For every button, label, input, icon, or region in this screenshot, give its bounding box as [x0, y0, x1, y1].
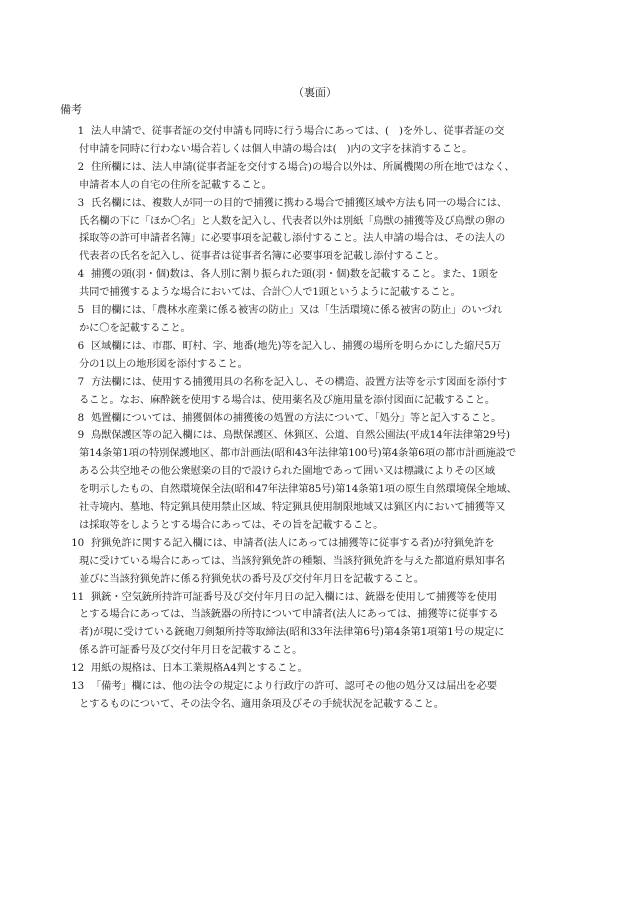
note-number: 5: [77, 304, 84, 317]
note-item: [64, 195, 587, 267]
note-text-line: 方法欄には、使用する捕獲用具の名称を記入し、その構造、設置方法等を示す図面を添付す: [91, 375, 508, 388]
note-item: [64, 678, 587, 714]
note-text-line: 共同で捕獲するような場合においては、合計〇人で1頭というように記載すること。: [79, 286, 461, 299]
note-text-line: ること。なお、麻酔銃を使用する場合は、使用薬名及び施用量を添付図面に記載すること。: [79, 393, 496, 406]
note-text-line: 処置欄については、捕獲個体の捕獲後の処置の方法について、「処分」等と記入すること。: [91, 411, 502, 424]
note-text-line: を明示したもの、自然環境保全法(昭和47年法律第85号)第14条第1項の原生自然環境保全地域、: [79, 483, 517, 496]
note-text-line: 住所欄には、法人申請(従事者証を交付する場合)の場合以外は、所属機関の所在地ではなく、: [91, 160, 515, 173]
note-item: [64, 123, 587, 159]
note-text: [91, 410, 587, 428]
note-text-line: かに〇を記載すること。: [79, 321, 191, 334]
note-number: 7: [77, 375, 84, 388]
note-text-line: 氏名欄には、複数人が同一の目的で捕獲に携わる場合で捕獲区域や方法も同一の場合には、: [91, 196, 508, 209]
note-number: 3: [77, 196, 84, 209]
note-text-line: 区域欄には、市郡、町村、字、地番(地先)等を記入し、捕獲の場所を明らかにした縮尺5万: [91, 339, 501, 352]
note-number: 1: [77, 125, 84, 137]
note-number: 9: [77, 429, 84, 442]
note-number: 13: [71, 680, 84, 693]
note-number: 6: [77, 339, 84, 352]
note-text-line: 付申請を同時に行わない場合若しくは個人申請の場合は( )内の文字を抹消すること。: [79, 142, 473, 155]
note-text-line: とする場合にあっては、当該銃器の所持について申請者(法人にあっては、捕獲等に従事する: [79, 608, 499, 621]
note-text-line: 「備考」欄には、他の法令の規定により行政庁の許可、認可その他の処分又は届出を必要: [91, 680, 497, 693]
note-text: [79, 302, 587, 338]
note-item: [64, 427, 587, 534]
note-text-line: 係る許可証番号及び交付年月日を記載すること。: [79, 644, 303, 657]
note-number: 4: [77, 268, 84, 281]
note-item: [64, 589, 587, 661]
note-text: [79, 374, 587, 410]
note-text-line: 社寺境内、墓地、特定猟具使用禁止区域、特定猟具使用制限地域又は猟区内において捕獲等又: [79, 501, 506, 514]
note-item: [64, 266, 587, 302]
note-text-line: 分の1以上の地形図を添付すること。: [79, 357, 248, 370]
note-text: [91, 660, 587, 678]
note-text-line: 法人申請で、従事者証の交付申請も同時に行う場合にあっては、( )を外し、従事者証の交: [91, 125, 505, 137]
note-number: 2: [77, 160, 84, 173]
note-text: [79, 195, 587, 267]
note-item: [64, 338, 587, 374]
note-text-line: 鳥獣保護区等の記入欄には、鳥獣保護区、休猟区、公道、自然公園法(平成14年法律第29号): [91, 429, 510, 442]
note-number: 11: [71, 590, 84, 603]
note-text: [79, 535, 587, 589]
note-text-line: は採取等をしようとする場合にあっては、その旨を記載すること。: [79, 518, 384, 531]
note-text-line: 並びに当該狩猟免許に係る狩猟免状の番号及び交付年月日を記載すること。: [79, 572, 424, 585]
note-item: [64, 660, 587, 678]
note-text: [79, 589, 587, 661]
note-text-line: 第14条第1項の特別保護地区、都市計画法(昭和43年法律第100号)第4条第6項の都市計画施設で: [79, 447, 517, 460]
note-text-line: 捕獲の頭(羽・個)数は、各人別に割り振られた頭(羽・個)数を記載すること。また、1頭を: [91, 268, 499, 281]
note-text-line: とするものについて、その法令名、適用条項及びその手続状況を記載すること。: [79, 698, 444, 710]
note-text: [79, 159, 587, 195]
note-text: [79, 123, 587, 159]
note-text-line: 代表者の氏名を記入し、従事者は従事者名簿に必要事項を記載し添付すること。: [79, 250, 445, 263]
note-number: 12: [71, 662, 84, 675]
note-text: [79, 678, 587, 714]
note-text: [79, 266, 587, 302]
page-side-label: （裏面）: [293, 86, 337, 99]
note-text-line: 狩猟免許に関する記入欄には、申請者(法人にあっては捕獲等に従事する者)が狩猟免許を: [91, 536, 495, 549]
notes-list: [64, 123, 587, 714]
note-text-line: 現に受けている場合にあっては、当該狩猟免許の種類、当該狩猟免許を与えた都道府県知事名: [79, 554, 506, 567]
note-text: [79, 338, 587, 374]
note-text-line: 採取等の許可申請者名簿」に必要事項を記載し添付すること。法人申請の場合は、その法人の: [79, 232, 506, 245]
note-text-line: ある公共空地その他公衆慰楽の目的で設けられた園地であって囲い又は標識によりその区域: [79, 465, 495, 478]
note-text-line: 申請者本人の自宅の住所を記載すること。: [79, 178, 272, 191]
note-item: [64, 410, 587, 428]
note-text-line: 者)が現に受けている銃砲刀剣類所持等取締法(昭和33年法律第6号)第4条第1項第1号の規定に: [79, 626, 505, 639]
note-item: [64, 535, 587, 589]
note-number: 10: [71, 536, 84, 549]
note-text-line: 目的欄には、「農林水産業に係る被害の防止」又は「生活環境に係る被害の防止」のいづれ: [91, 304, 502, 317]
note-item: [64, 302, 587, 338]
section-title: 備考: [60, 103, 82, 116]
note-text-line: 用紙の規格は、日本工業規格A4判とすること。: [91, 662, 308, 675]
note-text-line: 猟銃・空気銃所持許可証番号及び交付年月日の記入欄には、銃器を使用して捕獲等を使用: [91, 590, 497, 603]
note-text: [79, 427, 587, 534]
note-item: [64, 374, 587, 410]
note-text-line: 氏名欄の下に「ほか〇名」と人数を記入し、代表者以外は別紙「鳥獣の捕獲等及び鳥獣の卵の: [79, 214, 506, 227]
note-number: 8: [77, 411, 84, 424]
note-item: [64, 159, 587, 195]
